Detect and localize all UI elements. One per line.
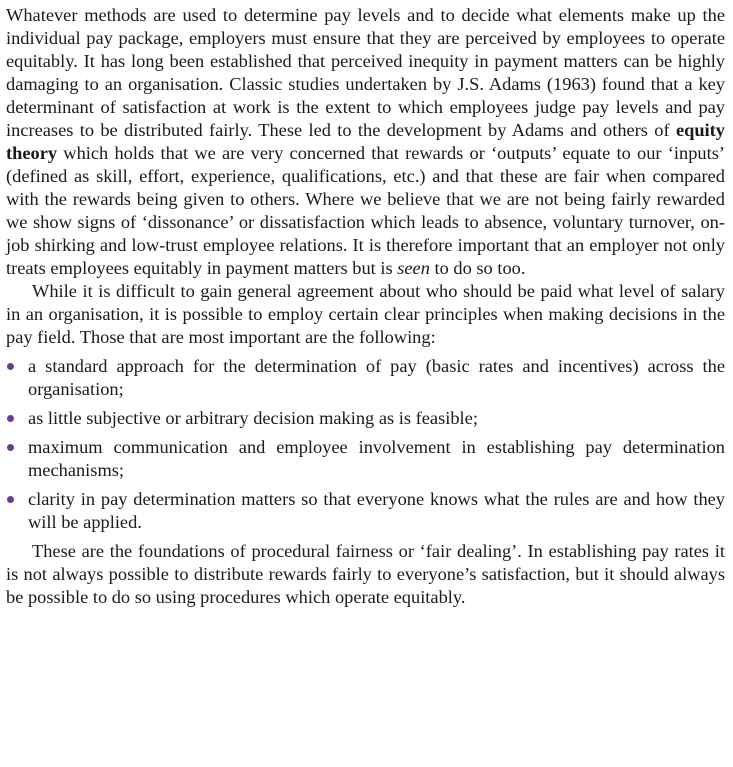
paragraph-procedural-fairness: These are the foundations of procedural fairness or ‘fair dealing’. In establishing pay rates it is not always possible to distribute rewards fairly to everyone’s satisfaction, but it should always be possible to do so using procedures which operate equitably. <box>6 541 725 607</box>
bullet-icon <box>7 363 14 370</box>
paragraph-equity-intro <box>6 4 725 280</box>
list-item-text: clarity in pay determination matters so that everyone knows what the rules are and how they will be applied. <box>28 489 725 532</box>
paragraph-1-text-c: to do so too. <box>429 258 526 278</box>
paragraph-1-text-a: Whatever methods are used to determine pay levels and to decide what elements make up the individual pay package, employers must ensure that they are perceived by employees to operate equitably. It has long been established that perceived inequity in payment matters can be highly damaging to an organisation. Classic studies undertaken by J.S. Adams (1963) found that a key determinant of satisfaction at work is the extent to which employees judge pay levels and pay increases to be distributed fairly. These led to the development by Adams and others of <box>6 5 725 140</box>
list-item <box>6 355 725 401</box>
emphasis-seen: seen <box>397 258 430 278</box>
key-term-equity-theory: equity theory <box>6 120 725 163</box>
list-item <box>6 436 725 482</box>
list-item-text: maximum communication and employee involvement in establishing pay determination mechanisms; <box>28 437 725 480</box>
list-item <box>6 407 725 430</box>
bullet-icon <box>7 496 14 503</box>
bullet-icon <box>7 444 14 451</box>
list-item-text: as little subjective or arbitrary decision making as is feasible; <box>28 408 478 428</box>
paragraph-1-text-b: which holds that we are very concerned that rewards or ‘outputs’ equate to our ‘inputs’ (defined as skill, effort, experience, qualifications, etc.) and that these are fair when compared with the rewards being given to others. Where we believe that we are not being fairly rewarded we show signs of ‘dissonance’ or dissatisfaction which leads to absence, voluntary turnover, on-job shirking and low-trust employee relations. It is therefore important that an employer not only treats employees equitably in payment matters but is <box>6 143 725 278</box>
list-item <box>6 488 725 534</box>
list-item-text: a standard approach for the determination of pay (basic rates and incentives) across the organisation; <box>28 356 725 399</box>
paragraph-principles-intro: While it is difficult to gain general agreement about who should be paid what level of salary in an organisation, it is possible to employ certain clear principles when making decisions in the pay field. Those that are most important are the following: <box>6 281 725 347</box>
principles-list <box>6 355 725 534</box>
bullet-icon <box>7 415 14 422</box>
